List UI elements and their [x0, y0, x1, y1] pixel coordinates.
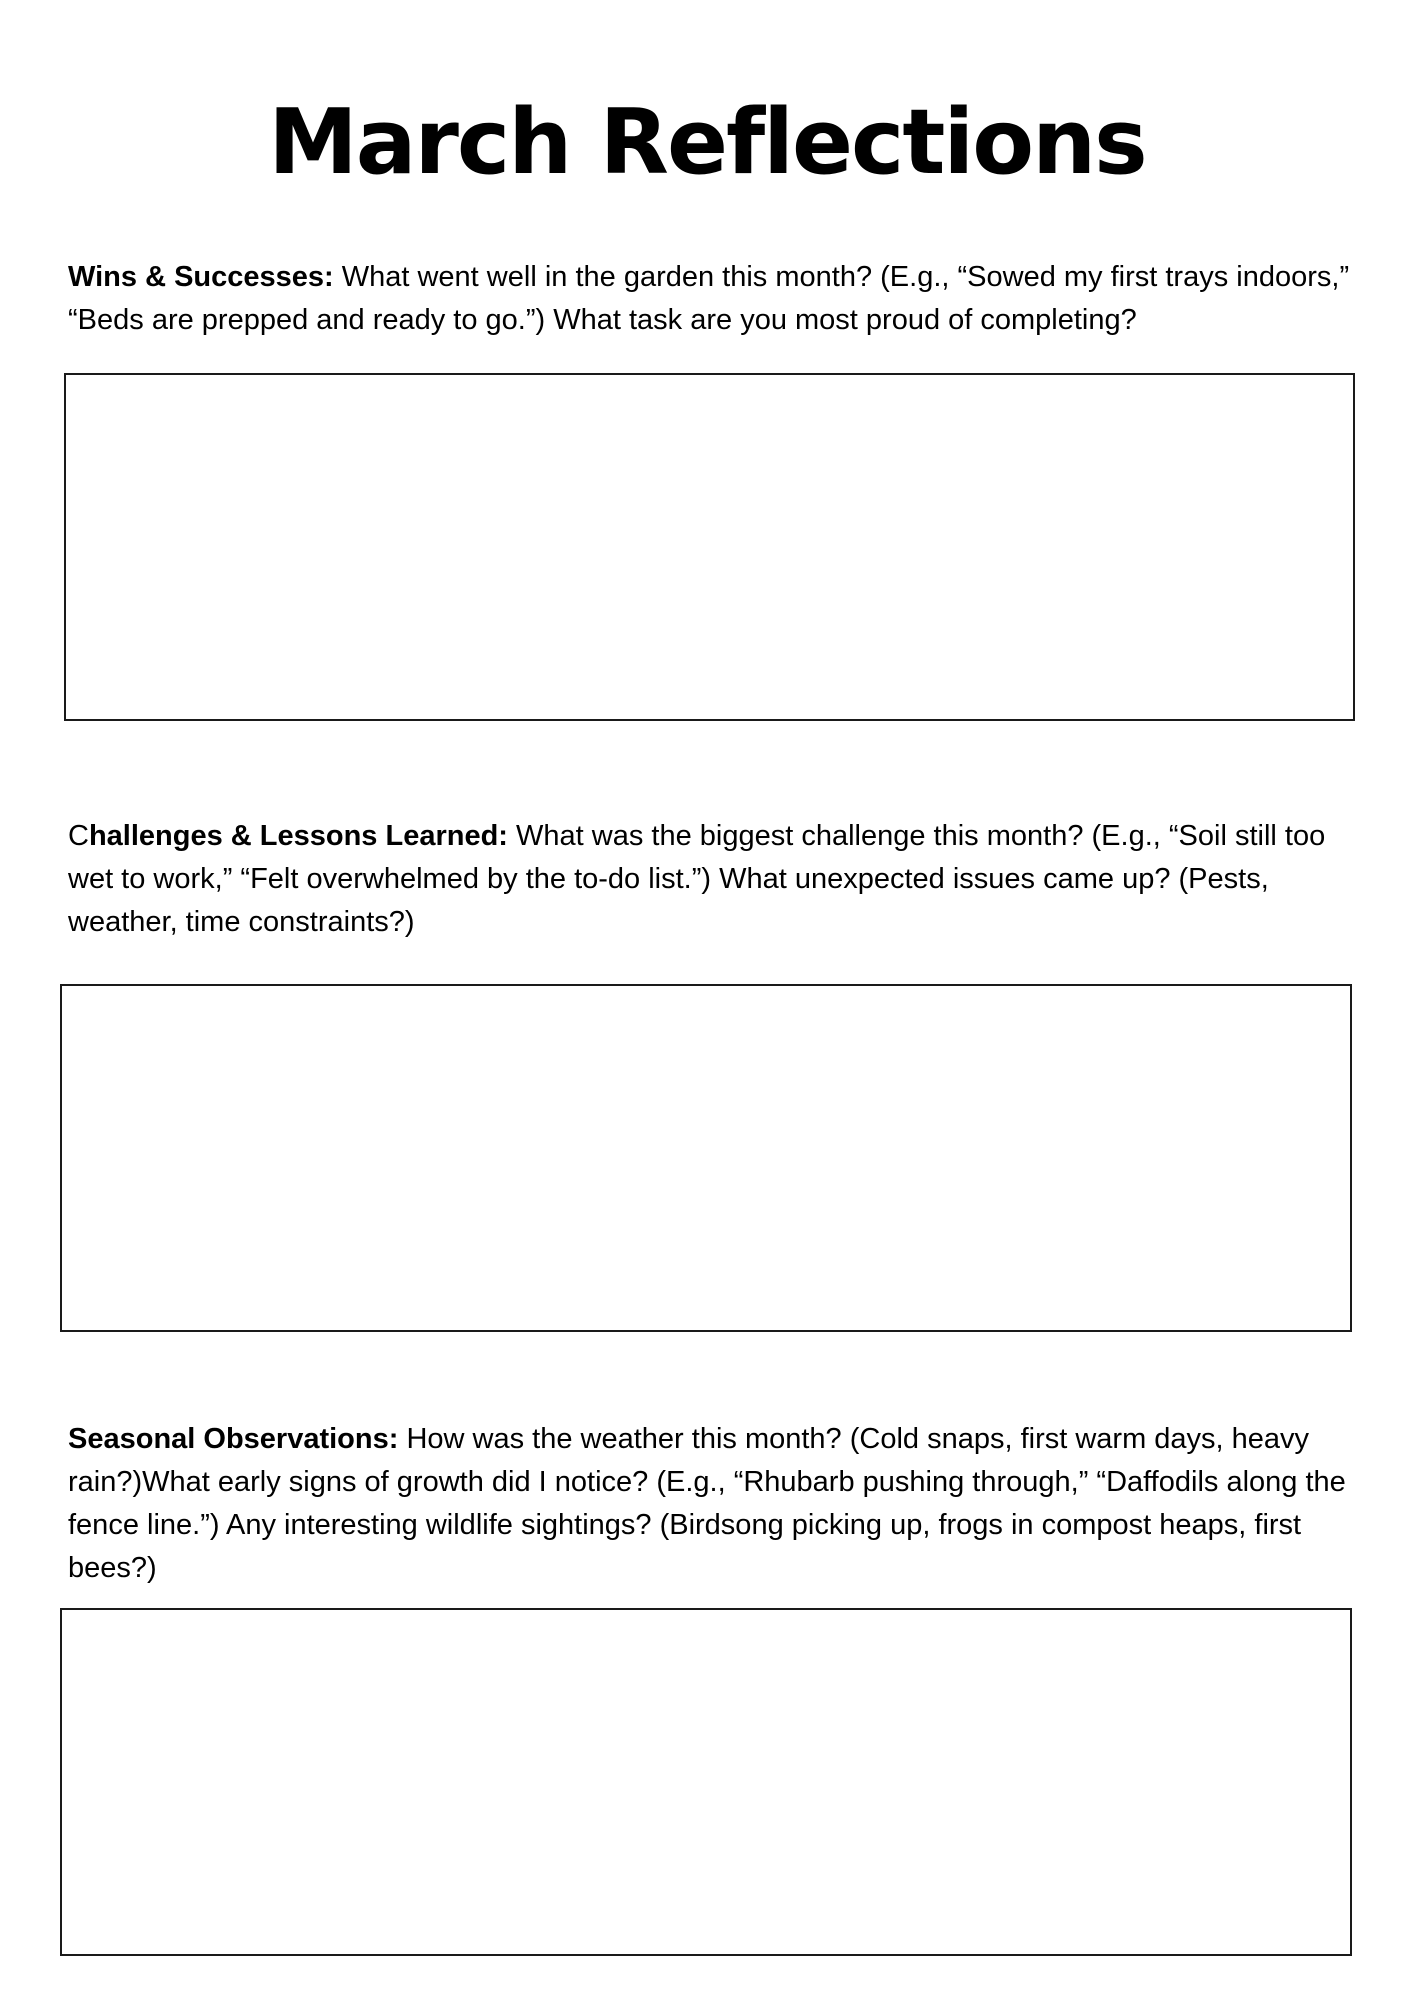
seasonal-observations-answer-box[interactable]	[60, 1608, 1352, 1956]
page-title: March Reflections	[268, 90, 1146, 195]
challenges-lessons-heading-lead: C	[68, 820, 89, 852]
wins-successes-question: What went well in the garden this month? (E.g., “Sowed my first trays indoors,” “Beds are prepped and ready to go.”) What task are you most proud of completing?	[68, 261, 1350, 336]
seasonal-observations-heading: Seasonal Observations:	[68, 1423, 399, 1455]
seasonal-observations-prompt	[68, 1418, 1358, 1590]
challenges-lessons-prompt	[68, 815, 1358, 944]
challenges-lessons-heading: hallenges & Lessons Learned:	[88, 820, 508, 852]
seasonal-observations-question: How was the weather this month? (Cold snaps, first warm days, heavy rain?)What early signs of growth did I notice? (E.g., “Rhubarb pushing through,” “Daffodils along the fence line.”) Any interesting wildlife sightings? (Birdsong picking up, frogs in compost heaps, first bees?)	[68, 1423, 1346, 1584]
wins-successes-answer-box[interactable]	[64, 373, 1355, 721]
challenges-lessons-question: What was the biggest challenge this month? (E.g., “Soil still too wet to work,” “Felt overwhelmed by the to-do list.”) What unexpected issues came up? (Pests, weather, time constraints?)	[68, 820, 1326, 938]
wins-successes-prompt	[68, 256, 1358, 342]
challenges-lessons-answer-box[interactable]	[60, 984, 1352, 1332]
wins-successes-heading: Wins & Successes:	[68, 261, 334, 293]
